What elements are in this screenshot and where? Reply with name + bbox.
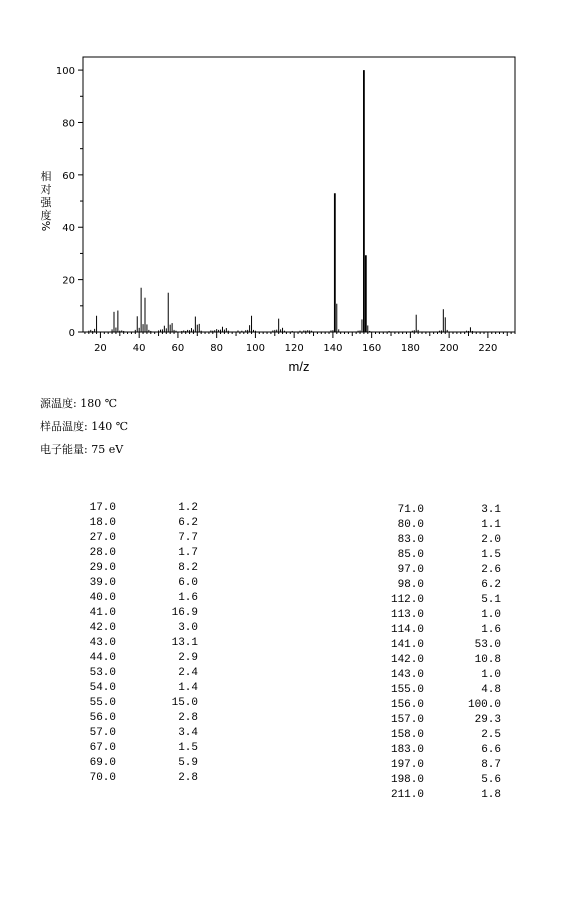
mz-value: 29.0: [89, 562, 116, 574]
x-axis: [85, 332, 515, 354]
electron-energy-value: 75 eV: [91, 443, 124, 456]
intensity-value: 6.6: [481, 744, 501, 756]
peak-bars: [89, 70, 473, 332]
x-tick-label: 60: [171, 343, 185, 354]
peak-row: [80, 741, 198, 756]
svg-text:相: 相: [40, 170, 52, 183]
peak-row: [80, 636, 198, 651]
mz-value: 17.0: [89, 502, 116, 514]
sample-temperature-label: 样品温度:: [40, 420, 88, 433]
peak-row: [80, 726, 198, 741]
mz-value: 183.0: [390, 744, 424, 756]
peak-row: [382, 788, 501, 803]
electron-energy-label: 电子能量:: [40, 443, 88, 456]
intensity-value: 2.4: [178, 667, 198, 679]
peak-row: [382, 728, 501, 743]
x-tick-label: 220: [478, 343, 498, 354]
mz-value: 114.0: [390, 624, 424, 636]
peak-row: [382, 533, 501, 548]
intensity-value: 1.6: [178, 592, 198, 604]
plot-frame: [83, 57, 515, 332]
peak-row: [382, 698, 501, 713]
x-tick-label: 140: [323, 343, 343, 354]
peak-row: [382, 653, 501, 668]
y-tick-label: 20: [62, 275, 75, 287]
intensity-value: 3.0: [178, 622, 198, 634]
mz-value: 28.0: [89, 547, 116, 559]
intensity-value: 29.3: [474, 714, 501, 726]
intensity-value: 1.8: [481, 789, 501, 801]
mz-value: 27.0: [89, 532, 116, 544]
peak-row: [382, 683, 501, 698]
peak-row: [80, 516, 198, 531]
intensity-value: 6.2: [481, 579, 501, 591]
x-tick-label: 120: [284, 343, 304, 354]
x-tick-label: 40: [132, 343, 146, 354]
mz-value: 43.0: [89, 637, 116, 649]
y-axis: [56, 66, 83, 339]
intensity-value: 1.5: [178, 742, 198, 754]
peak-row: [80, 501, 198, 516]
source-temperature-value: 180 ℃: [80, 397, 118, 410]
intensity-value: 53.0: [474, 639, 501, 651]
mz-value: 53.0: [89, 667, 116, 679]
svg-text:度: 度: [40, 209, 52, 222]
mz-value: 40.0: [89, 592, 116, 604]
intensity-value: 6.2: [178, 517, 198, 529]
peak-row: [80, 651, 198, 666]
mz-value: 57.0: [89, 727, 116, 739]
peak-row: [382, 563, 501, 578]
peak-row: [382, 668, 501, 683]
intensity-value: 1.0: [481, 609, 501, 621]
mz-value: 83.0: [397, 534, 424, 546]
intensity-value: 1.7: [178, 547, 198, 559]
mz-value: 39.0: [89, 577, 116, 589]
x-tick-label: 200: [439, 343, 459, 354]
peak-row: [382, 518, 501, 533]
mz-value: 41.0: [89, 607, 116, 619]
x-tick-label: 20: [94, 343, 107, 354]
peak-row: [382, 743, 501, 758]
intensity-value: 8.2: [178, 562, 198, 574]
peak-row: [80, 531, 198, 546]
peak-row: [80, 591, 198, 606]
x-tick-label: 160: [362, 343, 382, 354]
intensity-value: 2.9: [178, 652, 198, 664]
intensity-value: 100.0: [467, 699, 501, 711]
intensity-value: 10.8: [474, 654, 501, 666]
y-tick-label: 100: [55, 66, 75, 78]
sample-temperature: [40, 420, 128, 434]
intensity-value: 2.6: [481, 564, 501, 576]
x-tick-label: 180: [400, 343, 420, 354]
mz-value: 143.0: [390, 669, 424, 681]
peak-row: [80, 681, 198, 696]
mz-value: 54.0: [89, 682, 116, 694]
intensity-value: 1.1: [481, 519, 501, 531]
mz-value: 42.0: [89, 622, 116, 634]
peak-row: [382, 608, 501, 623]
x-tick-label: 100: [245, 343, 265, 354]
peak-row: [382, 773, 501, 788]
intensity-value: 3.4: [178, 727, 198, 739]
mz-value: 18.0: [89, 517, 116, 529]
electron-energy: [40, 443, 123, 457]
intensity-value: 16.9: [171, 607, 198, 619]
peak-row: [80, 546, 198, 561]
y-tick-label: 60: [62, 170, 75, 182]
mz-value: 85.0: [397, 549, 424, 561]
peak-row: [80, 696, 198, 711]
intensity-value: 7.7: [178, 532, 198, 544]
mz-value: 44.0: [89, 652, 116, 664]
peak-row: [382, 758, 501, 773]
mz-value: 69.0: [89, 757, 116, 769]
intensity-value: 1.0: [481, 669, 501, 681]
intensity-value: 1.6: [481, 624, 501, 636]
intensity-value: 5.1: [481, 594, 501, 606]
peak-row: [80, 561, 198, 576]
peak-row: [80, 576, 198, 591]
y-tick-label: 0: [68, 328, 75, 339]
peak-row: [80, 756, 198, 771]
peak-row: [382, 623, 501, 638]
mz-value: 112.0: [390, 594, 424, 606]
y-tick-label: 40: [62, 223, 75, 235]
mz-value: 80.0: [397, 519, 424, 531]
mz-value: 211.0: [390, 789, 424, 801]
peak-row: [80, 771, 198, 786]
intensity-value: 6.0: [178, 577, 198, 589]
mass-spectrum-chart: [0, 0, 570, 380]
mz-value: 113.0: [390, 609, 424, 621]
mz-value: 197.0: [390, 759, 424, 771]
intensity-value: 8.7: [481, 759, 501, 771]
peak-table-right: [382, 503, 501, 803]
intensity-value: 5.9: [178, 757, 198, 769]
peak-row: [80, 666, 198, 681]
source-temperature-label: 源温度:: [40, 397, 77, 410]
source-temperature: [40, 397, 117, 411]
intensity-value: 3.1: [481, 504, 501, 516]
mz-value: 71.0: [397, 504, 424, 516]
mz-value: 98.0: [397, 579, 424, 591]
y-tick-label: 80: [62, 118, 75, 130]
peak-row: [382, 638, 501, 653]
mz-value: 142.0: [390, 654, 424, 666]
intensity-value: 1.2: [178, 502, 198, 514]
peak-row: [382, 713, 501, 728]
intensity-value: 2.8: [178, 712, 198, 724]
peak-row: [382, 503, 501, 518]
x-axis-label: m/z: [288, 359, 310, 374]
mz-value: 141.0: [390, 639, 424, 651]
mz-value: 56.0: [89, 712, 116, 724]
y-axis-label: [39, 169, 53, 231]
mz-value: 157.0: [390, 714, 424, 726]
mz-value: 55.0: [89, 697, 116, 709]
intensity-value: 13.1: [171, 637, 198, 649]
mz-value: 198.0: [390, 774, 424, 786]
mz-value: 156.0: [390, 699, 424, 711]
peak-row: [382, 548, 501, 563]
peak-row: [80, 621, 198, 636]
intensity-value: 2.5: [481, 729, 501, 741]
intensity-value: 4.8: [481, 684, 501, 696]
mz-value: 158.0: [390, 729, 424, 741]
intensity-value: 15.0: [171, 697, 198, 709]
peak-row: [80, 606, 198, 621]
peak-row: [80, 711, 198, 726]
mz-value: 70.0: [89, 772, 116, 784]
intensity-value: 2.0: [481, 534, 501, 546]
sample-temperature-value: 140 ℃: [91, 420, 129, 433]
svg-text:%: %: [39, 220, 52, 232]
mz-value: 155.0: [390, 684, 424, 696]
svg-text:对: 对: [40, 183, 52, 196]
svg-text:强: 强: [40, 196, 52, 209]
peak-row: [382, 578, 501, 593]
mz-value: 67.0: [89, 742, 116, 754]
intensity-value: 1.5: [481, 549, 501, 561]
peak-table-left: [80, 501, 198, 786]
peak-row: [382, 593, 501, 608]
intensity-value: 5.6: [481, 774, 501, 786]
intensity-value: 2.8: [178, 772, 198, 784]
mz-value: 97.0: [397, 564, 424, 576]
x-tick-label: 80: [210, 343, 224, 354]
intensity-value: 1.4: [178, 682, 198, 694]
